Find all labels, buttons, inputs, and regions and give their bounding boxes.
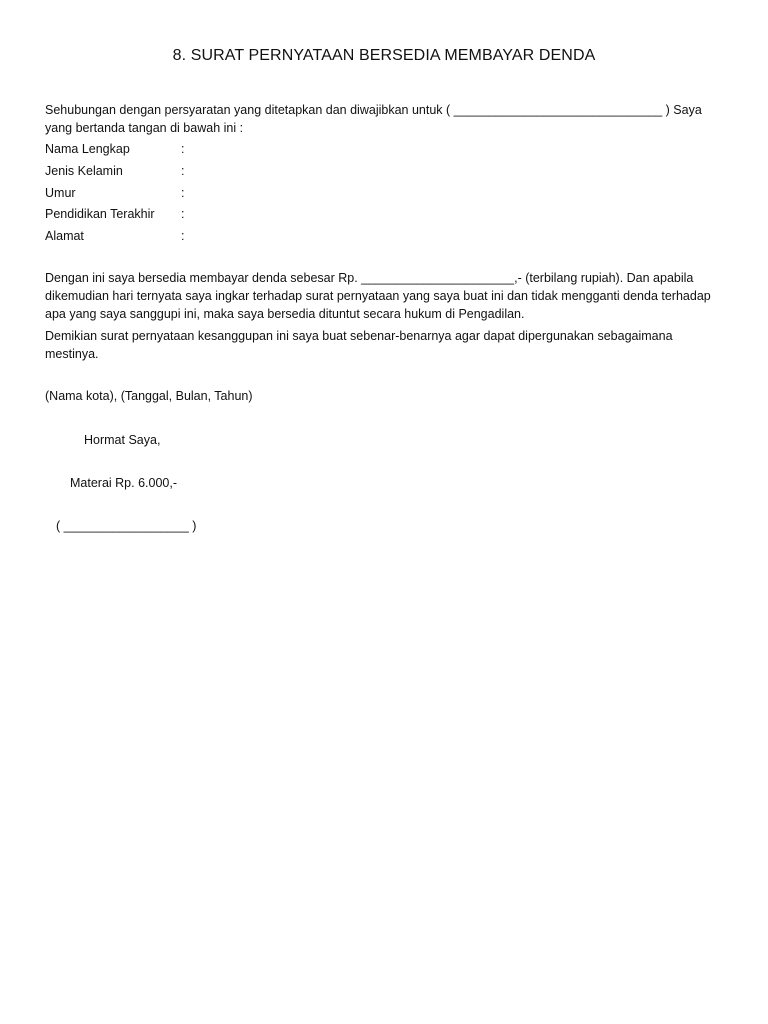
document-title: 8. SURAT PERNYATAAN BERSEDIA MEMBAYAR DENDA — [172, 47, 596, 64]
field-label: Nama Lengkap — [45, 142, 130, 156]
regards-text: Hormat Saya, — [84, 433, 161, 447]
field-colon: : — [181, 229, 185, 243]
field-colon: : — [181, 186, 185, 200]
intro-paragraph: Sehubungan dengan persyaratan yang ditetapkan dan diwajibkan untuk ( ______________________________ ) Saya yang bertanda tangan di bawah ini : — [45, 103, 702, 135]
field-jenis-kelamin — [45, 162, 184, 180]
field-label: Umur — [45, 186, 76, 200]
statement-paragraph: Dengan ini saya bersedia membayar denda sebesar Rp. ______________________,- (terbilang rupiah). Dan apabila dikemudian hari ternyata saya ingkar terhadap surat pernyataan yang saya buat ini dan tidak mengganti denda terhadap apa yang saya sanggupi ini, maka saya bersedia dituntut secara hukum di Pengadilan. — [45, 271, 711, 321]
closing-paragraph: Demikian surat pernyataan kesanggupan ini saya buat sebenar-benarnya agar dapat dipergunakan sebagaimana mestinya. — [45, 329, 673, 361]
field-colon: : — [181, 164, 185, 178]
field-label: Pendidikan Terakhir — [45, 207, 155, 221]
field-label: Jenis Kelamin — [45, 164, 123, 178]
field-alamat — [45, 227, 184, 245]
field-pendidikan-terakhir — [45, 205, 184, 223]
field-colon: : — [181, 207, 185, 221]
field-label: Alamat — [45, 229, 84, 243]
field-nama-lengkap — [45, 140, 184, 158]
field-colon: : — [181, 142, 185, 156]
signature-line: ( __________________ ) — [56, 519, 197, 533]
field-umur — [45, 184, 184, 202]
place-date: (Nama kota), (Tanggal, Bulan, Tahun) — [45, 389, 253, 403]
stamp-text: Materai Rp. 6.000,- — [70, 476, 177, 490]
